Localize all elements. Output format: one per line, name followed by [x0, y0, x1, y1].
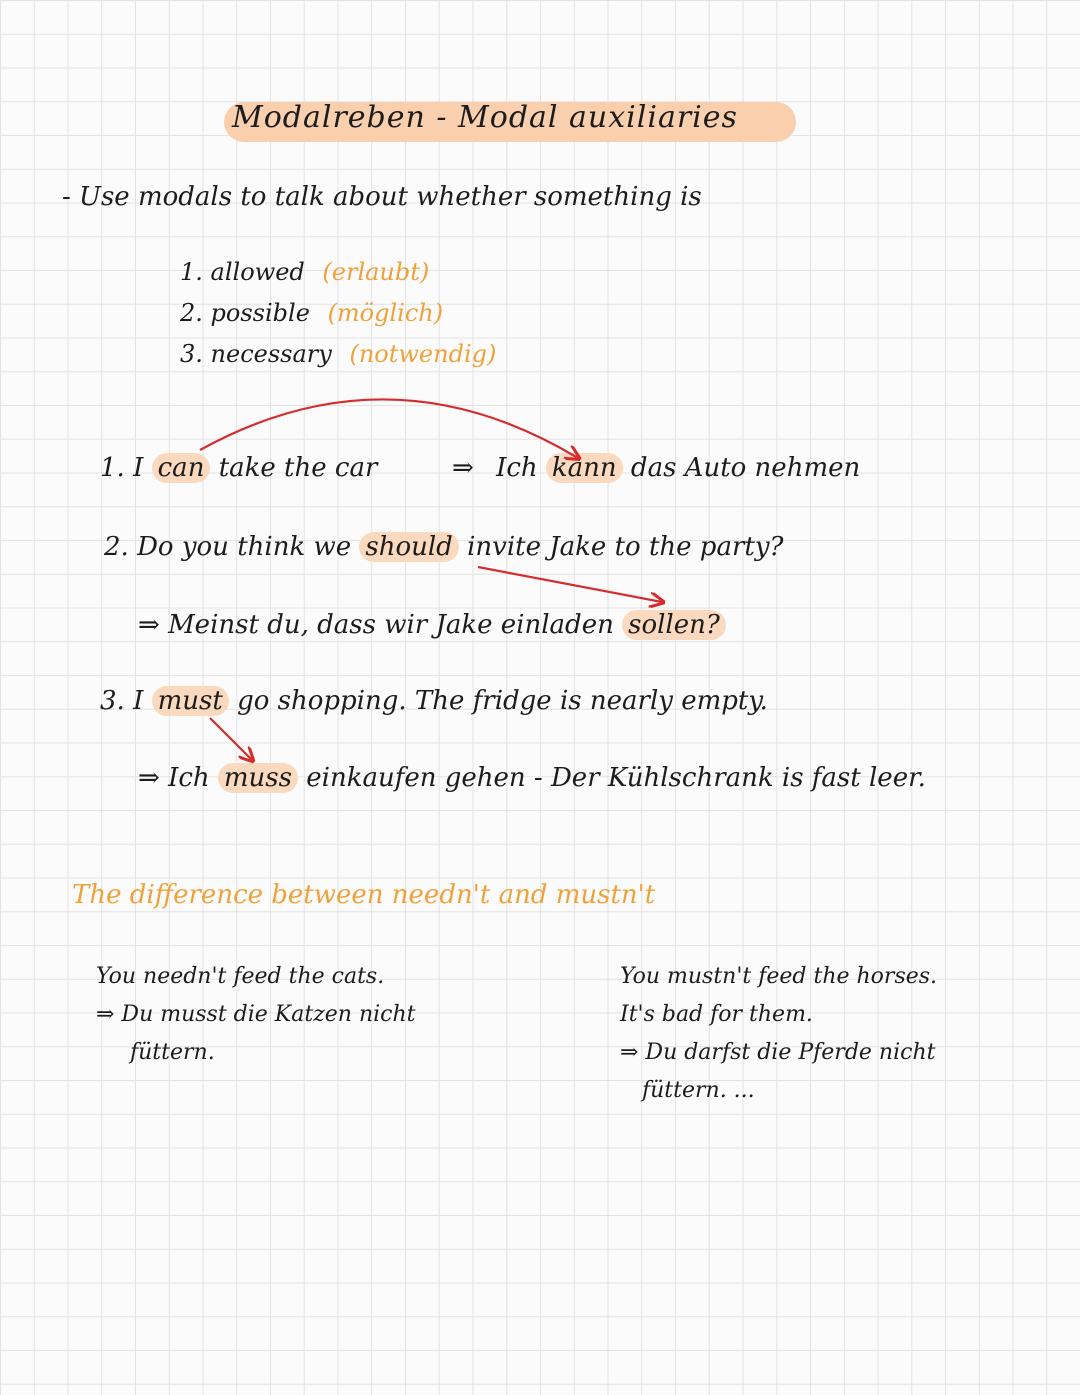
example-text: I	[133, 686, 144, 716]
example-number: 1.	[100, 453, 125, 483]
neednt-example	[96, 958, 416, 1072]
list-item	[180, 299, 443, 327]
example-text: Ich	[168, 763, 210, 793]
list-item	[180, 258, 429, 286]
arrow-icon: ⇒	[138, 610, 160, 640]
example-text: ⇒ Du darfst die Pferde nicht	[620, 1040, 936, 1065]
list-term: possible	[210, 299, 310, 327]
arrow-can-kann	[200, 399, 578, 458]
example-1-german	[452, 453, 860, 483]
example-text: take the car	[218, 453, 378, 483]
example-text: Ich	[496, 453, 538, 483]
list-item	[180, 340, 496, 368]
example-text: füttern. ...	[642, 1078, 755, 1103]
modal-highlight: kann	[546, 453, 623, 483]
modal-highlight: must	[152, 686, 229, 716]
arrow-must-muss	[210, 718, 252, 760]
list-term: necessary	[210, 340, 332, 368]
example-text: ⇒ Du musst die Katzen nicht	[96, 1002, 416, 1027]
example-text: go shopping. The fridge is nearly empty.	[237, 686, 768, 716]
example-text: You needn't feed the cats.	[96, 964, 385, 989]
list-term: allowed	[210, 258, 305, 286]
example-3-english	[100, 686, 768, 716]
example-text: You mustn't feed the horses.	[620, 964, 938, 989]
list-number: 1.	[180, 258, 203, 286]
example-text: Do you think we	[137, 532, 352, 562]
arrow-should-sollen	[478, 567, 662, 602]
difference-heading: The difference between needn't and mustn't	[72, 880, 656, 910]
page-title: Modalreben - Modal auxiliaries	[232, 100, 738, 135]
example-3-german	[138, 763, 926, 793]
arrow-icon: ⇒	[452, 453, 474, 483]
example-text: einkaufen gehen - Der Kühlschrank is fast leer.	[306, 763, 926, 793]
example-number: 2.	[104, 532, 129, 562]
example-text: It's bad for them.	[620, 1002, 813, 1027]
list-translation: (möglich)	[327, 299, 444, 327]
mustnt-example	[620, 958, 937, 1110]
list-number: 2.	[180, 299, 203, 327]
example-2-english	[104, 532, 783, 562]
example-text: invite Jake to the party?	[467, 532, 784, 562]
list-translation: (notwendig)	[349, 340, 497, 368]
example-text: füttern.	[130, 1040, 215, 1065]
list-translation: (erlaubt)	[322, 258, 430, 286]
modal-highlight: sollen?	[622, 610, 726, 640]
arrow-icon: ⇒	[138, 763, 160, 793]
list-number: 3.	[180, 340, 203, 368]
modal-highlight: can	[152, 453, 211, 483]
example-text: I	[133, 453, 144, 483]
modal-highlight: muss	[218, 763, 298, 793]
example-text: Meinst du, dass wir Jake einladen	[168, 610, 614, 640]
example-2-german	[138, 610, 726, 640]
modal-highlight: should	[359, 532, 458, 562]
intro-text: - Use modals to talk about whether something is	[62, 182, 702, 212]
example-text: das Auto nehmen	[630, 453, 861, 483]
example-1-english	[100, 453, 377, 483]
example-number: 3.	[100, 686, 125, 716]
